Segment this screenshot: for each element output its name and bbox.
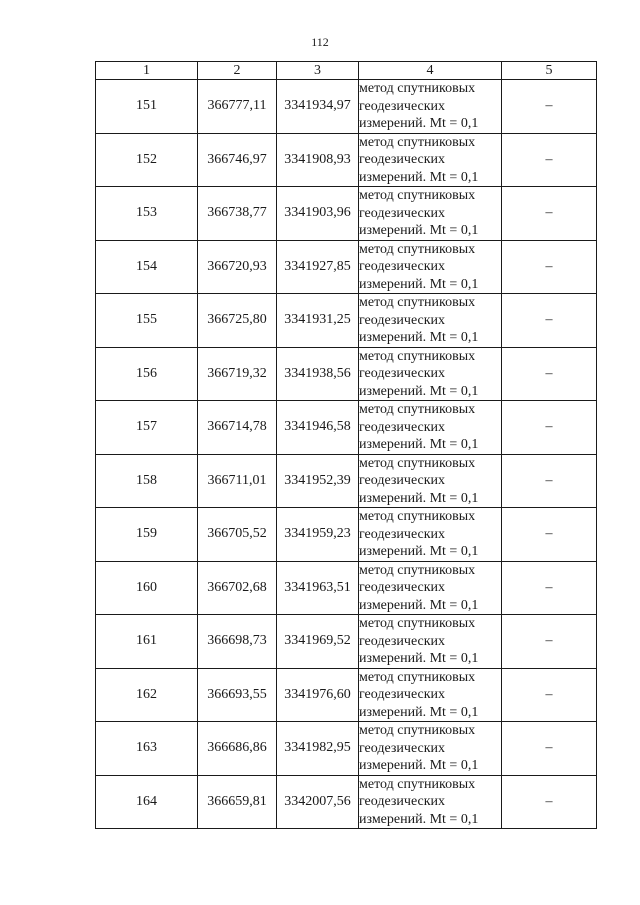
y-coordinate-cell: 3341959,23: [277, 508, 359, 562]
method-line: геодезических: [359, 580, 446, 595]
point-number-cell: 156: [96, 347, 198, 401]
point-number-cell: 151: [96, 80, 198, 134]
method-cell: [359, 187, 502, 241]
method-line: измерений. Mt = 0,1: [359, 597, 479, 613]
note-cell: –: [502, 722, 597, 776]
method-line: метод спутниковых: [359, 562, 476, 578]
y-coordinate-cell: 3341976,60: [277, 668, 359, 722]
point-number-cell: 153: [96, 187, 198, 241]
method-line: метод спутниковых: [359, 669, 476, 685]
method-line: метод спутниковых: [359, 81, 476, 96]
method-line: геодезических: [359, 633, 446, 649]
method-line: метод спутниковых: [359, 188, 476, 203]
table-row: [96, 722, 597, 776]
method-line: измерений. Mt = 0,1: [359, 169, 479, 185]
point-number-cell: 154: [96, 240, 198, 294]
x-coordinate-cell: 366746,97: [198, 133, 277, 187]
y-coordinate-cell: 3341931,25: [277, 294, 359, 348]
method-line: измерений. Mt = 0,1: [359, 704, 479, 720]
point-number-cell: 163: [96, 722, 198, 776]
point-number-cell: 155: [96, 294, 198, 348]
note-cell: –: [502, 775, 597, 829]
table-row: [96, 80, 597, 134]
table-row: [96, 508, 597, 562]
table-row: [96, 294, 597, 348]
x-coordinate-cell: 366725,80: [198, 294, 277, 348]
table-header-row: [96, 62, 597, 80]
method-line: измерений. Mt = 0,1: [359, 276, 479, 292]
table-body: [96, 80, 597, 829]
method-line: геодезических: [359, 98, 446, 114]
method-line: геодезических: [359, 419, 446, 435]
x-coordinate-cell: 366777,11: [198, 80, 277, 134]
x-coordinate-cell: 366686,86: [198, 722, 277, 776]
method-line: геодезических: [359, 205, 446, 221]
y-coordinate-cell: 3341969,52: [277, 615, 359, 669]
method-cell: [359, 454, 502, 508]
column-header: 2: [198, 62, 277, 80]
coordinates-table: [95, 61, 597, 829]
x-coordinate-cell: 366702,68: [198, 561, 277, 615]
x-coordinate-cell: 366738,77: [198, 187, 277, 241]
x-coordinate-cell: 366693,55: [198, 668, 277, 722]
x-coordinate-cell: 366705,52: [198, 508, 277, 562]
table-row: [96, 775, 597, 829]
method-cell: [359, 508, 502, 562]
method-cell: [359, 722, 502, 776]
note-cell: –: [502, 401, 597, 455]
method-line: метод спутниковых: [359, 723, 476, 738]
method-line: метод спутниковых: [359, 348, 476, 364]
method-line: измерений. Mt = 0,1: [359, 383, 479, 399]
table-row: [96, 240, 597, 294]
method-line: измерений. Mt = 0,1: [359, 811, 479, 827]
y-coordinate-cell: 3341946,58: [277, 401, 359, 455]
column-header: 3: [277, 62, 359, 80]
x-coordinate-cell: 366720,93: [198, 240, 277, 294]
method-cell: [359, 615, 502, 669]
y-coordinate-cell: 3341938,56: [277, 347, 359, 401]
method-line: метод спутниковых: [359, 509, 476, 524]
method-line: измерений. Mt = 0,1: [359, 330, 479, 345]
method-line: измерений. Mt = 0,1: [359, 223, 479, 238]
column-header: 5: [502, 62, 597, 80]
note-cell: –: [502, 187, 597, 241]
table-row: [96, 668, 597, 722]
method-cell: [359, 133, 502, 187]
point-number-cell: 159: [96, 508, 198, 562]
y-coordinate-cell: 3341903,96: [277, 187, 359, 241]
method-cell: [359, 240, 502, 294]
method-line: измерений. Mt = 0,1: [359, 490, 479, 506]
note-cell: –: [502, 668, 597, 722]
method-line: метод спутниковых: [359, 776, 476, 792]
method-line: геодезических: [359, 312, 446, 328]
table-row: [96, 133, 597, 187]
method-line: измерений. Mt = 0,1: [359, 651, 479, 666]
method-line: метод спутниковых: [359, 616, 476, 631]
x-coordinate-cell: 366711,01: [198, 454, 277, 508]
point-number-cell: 161: [96, 615, 198, 669]
note-cell: –: [502, 454, 597, 508]
y-coordinate-cell: 3341963,51: [277, 561, 359, 615]
table-row: [96, 454, 597, 508]
point-number-cell: 152: [96, 133, 198, 187]
column-header: 4: [359, 62, 502, 80]
method-cell: [359, 80, 502, 134]
note-cell: –: [502, 240, 597, 294]
method-line: измерений. Mt = 0,1: [359, 758, 479, 773]
method-cell: [359, 347, 502, 401]
y-coordinate-cell: 3341927,85: [277, 240, 359, 294]
point-number-cell: 160: [96, 561, 198, 615]
table-row: [96, 615, 597, 669]
method-line: метод спутниковых: [359, 295, 476, 310]
note-cell: –: [502, 561, 597, 615]
column-header: 1: [96, 62, 198, 80]
method-line: геодезических: [359, 526, 446, 542]
method-line: геодезических: [359, 794, 446, 809]
method-cell: [359, 668, 502, 722]
method-cell: [359, 561, 502, 615]
x-coordinate-cell: 366714,78: [198, 401, 277, 455]
point-number-cell: 158: [96, 454, 198, 508]
y-coordinate-cell: 3341908,93: [277, 133, 359, 187]
x-coordinate-cell: 366698,73: [198, 615, 277, 669]
method-line: геодезических: [359, 152, 446, 167]
method-line: метод спутниковых: [359, 402, 476, 417]
method-line: измерений. Mt = 0,1: [359, 437, 479, 452]
note-cell: –: [502, 615, 597, 669]
method-line: геодезических: [359, 366, 446, 381]
method-line: геодезических: [359, 740, 446, 756]
method-line: измерений. Mt = 0,1: [359, 116, 479, 131]
method-line: геодезических: [359, 687, 446, 702]
method-line: метод спутниковых: [359, 241, 476, 257]
method-line: метод спутниковых: [359, 455, 476, 471]
x-coordinate-cell: 366659,81: [198, 775, 277, 829]
y-coordinate-cell: 3341952,39: [277, 454, 359, 508]
y-coordinate-cell: 3341934,97: [277, 80, 359, 134]
method-cell: [359, 775, 502, 829]
note-cell: –: [502, 294, 597, 348]
y-coordinate-cell: 3342007,56: [277, 775, 359, 829]
y-coordinate-cell: 3341982,95: [277, 722, 359, 776]
point-number-cell: 157: [96, 401, 198, 455]
x-coordinate-cell: 366719,32: [198, 347, 277, 401]
point-number-cell: 164: [96, 775, 198, 829]
note-cell: –: [502, 80, 597, 134]
point-number-cell: 162: [96, 668, 198, 722]
method-line: метод спутниковых: [359, 134, 476, 150]
table-row: [96, 187, 597, 241]
note-cell: –: [502, 508, 597, 562]
method-cell: [359, 294, 502, 348]
table-row: [96, 347, 597, 401]
table-row: [96, 401, 597, 455]
method-cell: [359, 401, 502, 455]
method-line: геодезических: [359, 259, 446, 274]
table-row: [96, 561, 597, 615]
page-number: 112: [311, 35, 329, 49]
method-line: измерений. Mt = 0,1: [359, 544, 479, 559]
note-cell: –: [502, 347, 597, 401]
method-line: геодезических: [359, 473, 446, 488]
note-cell: –: [502, 133, 597, 187]
